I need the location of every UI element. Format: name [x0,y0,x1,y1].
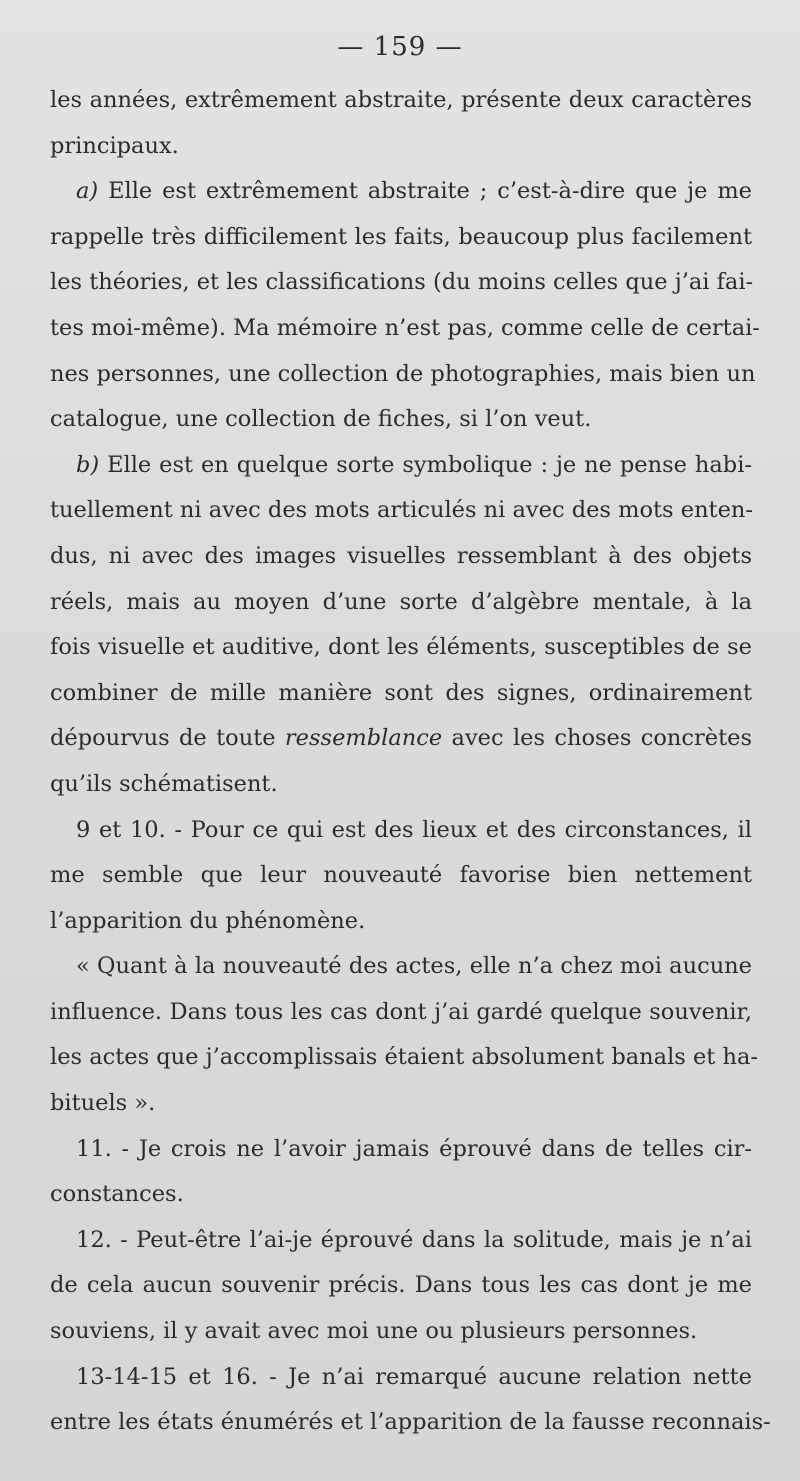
text-line [50,1355,752,1401]
text-line-segment: constances. [50,1181,184,1208]
text-line-segment: bituels ». [50,1090,156,1117]
text-line [50,443,752,489]
text-line-segment: nes personnes, une collection de photographies, mais bien un [50,360,756,387]
text-line-segment: de cela aucun souvenir précis. Dans tous les cas dont je me [50,1272,752,1299]
text-line [50,1263,752,1309]
text-line [50,808,752,854]
text-line [50,762,752,808]
text-line-segment: les années, extrêmement abstraite, présente deux caractères [50,87,752,113]
text-line-segment: combiner de mille manière sont des signes, ordinairement [50,679,752,706]
text-line [50,1218,752,1264]
text-line [50,1127,752,1173]
text-line-segment: dépourvus de toute [50,725,285,752]
text-line-segment: 9 et 10. - Pour ce qui est des lieux et des circonstances, il [76,816,752,843]
text-line-segment: tuellement ni avec des mots articulés ni avec des mots enten- [50,497,754,524]
text-line-segment: réels, mais au moyen d’une sorte d’algèbre mentale, à la [50,588,752,615]
text-line-segment: « Quant à la nouveauté des actes, elle n’a chez moi aucune [76,953,752,980]
text-line [50,488,752,534]
text-line [50,169,752,215]
page-number: — 159 — [337,32,463,62]
text-line [50,580,752,626]
text-line [50,352,756,398]
text-line [50,716,752,762]
text-line [50,671,752,717]
text-line-segment: les théories, et les classifications (du moins celles que j’ai fai- [50,269,754,296]
italic-text: b) [76,451,100,478]
text-line [50,78,752,124]
text-line [50,1081,752,1127]
text-line-segment: rappelle très difficilement les faits, beaucoup plus facilement [50,223,752,250]
text-line-segment: Elle est extrêmement abstraite ; c’est-à-dire que je me [98,178,752,205]
text-line-segment: Elle est en quelque sorte symbolique : je ne pense habi- [99,451,752,478]
text-line-segment: 13-14-15 et 16. - Je n’ai remarqué aucune relation nette [76,1363,752,1390]
text-line-segment: 12. - Peut-être l’ai-je éprouvé dans la solitude, mais je n’ai [76,1226,752,1253]
text-line-segment: entre les états énumérés et l’apparition de la fausse reconnais- [50,1409,771,1436]
text-line [50,215,752,261]
italic-text: a) [76,178,99,205]
text-line-segment: souviens, il y avait avec moi une ou plusieurs personnes. [50,1318,698,1345]
body-text [50,78,771,1446]
text-line-segment: les actes que j’accomplissais étaient absolument banals et ha- [50,1044,759,1071]
text-line-segment: tes moi-même). Ma mémoire n’est pas, comme celle de certai- [50,314,760,341]
italic-text: ressemblance [284,725,443,752]
text-line [50,306,760,352]
text-line-segment: avec les choses concrètes [442,725,752,752]
text-line [50,1035,759,1081]
text-line-segment: principaux. [50,132,179,159]
text-line-segment: fois visuelle et auditive, dont les éléments, susceptibles de se [50,634,752,661]
text-line [50,260,752,306]
text-line [50,1400,771,1446]
text-line [50,124,752,170]
text-line [50,1172,752,1218]
text-line [50,853,752,899]
text-line [50,534,752,580]
text-line [50,397,752,443]
text-line-segment: dus, ni avec des images visuelles ressemblant à des objets [50,542,752,569]
text-line-segment: l’apparition du phénomène. [50,907,366,934]
text-line-segment: catalogue, une collection de fiches, si l’on veut. [50,406,592,433]
text-line [50,944,752,990]
text-line [50,990,752,1036]
text-line-segment: me semble que leur nouveauté favorise bien nettement [50,862,752,889]
text-line-segment: influence. Dans tous les cas dont j’ai gardé quelque souvenir, [50,998,752,1025]
text-line [50,1309,752,1355]
text-line [50,899,752,945]
text-line-segment: 11. - Je crois ne l’avoir jamais éprouvé dans de telles cir- [76,1135,752,1162]
text-line-segment: qu’ils schématisent. [50,770,278,797]
text-line [50,625,752,671]
